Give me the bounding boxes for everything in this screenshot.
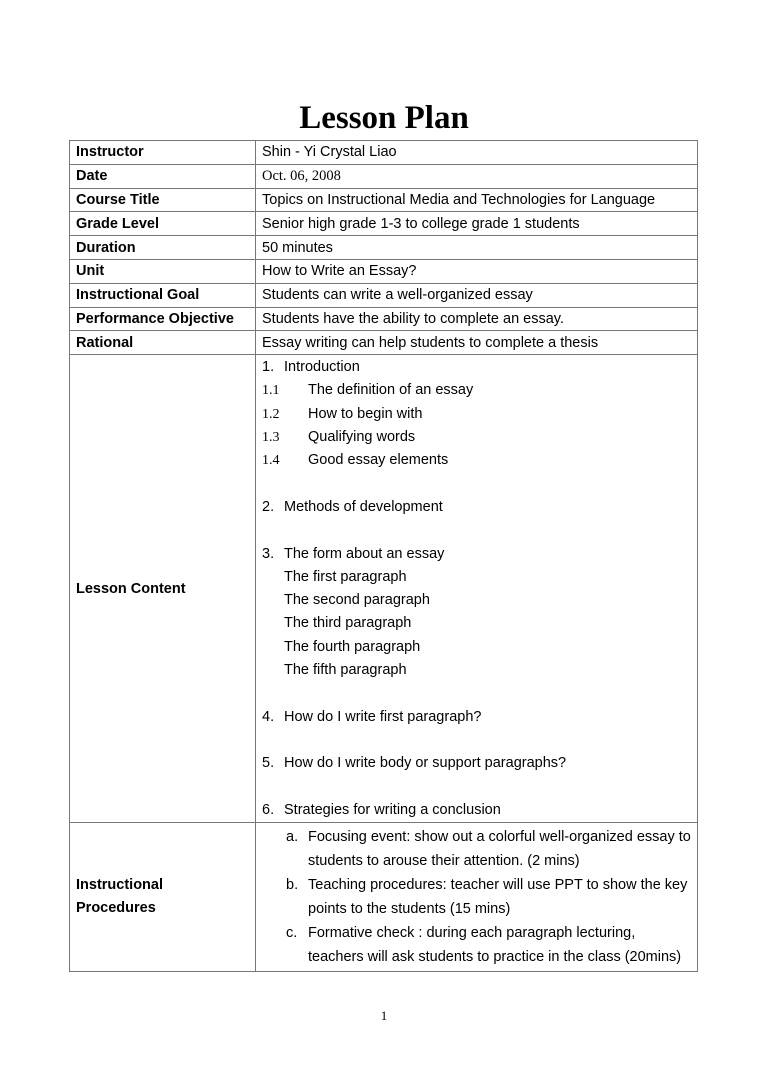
content-section: [262, 356, 691, 379]
row-value: Students have the ability to complete an essay.: [256, 307, 698, 331]
section-number: 4.: [262, 708, 275, 725]
procedure-item: [286, 825, 691, 873]
content-line: [262, 566, 691, 589]
row-value: Topics on Instructional Media and Technologies for Language: [256, 188, 698, 212]
content-line: [262, 636, 691, 659]
content-section: [262, 543, 691, 566]
row-instructional-goal: [70, 283, 698, 307]
line-text: The second paragraph: [284, 592, 430, 609]
subsection-text: The definition of an essay: [308, 382, 474, 399]
section-text: Methods of development: [284, 498, 443, 515]
subsection-number: 1.3: [262, 430, 280, 446]
row-value: Senior high grade 1-3 to college grade 1 students: [256, 212, 698, 236]
content-line: [262, 659, 691, 682]
section-number: 1.: [262, 359, 275, 376]
content-subsection: [262, 403, 691, 426]
section-text: Strategies for writing a conclusion: [284, 801, 501, 818]
row-value: How to Write an Essay?: [256, 259, 698, 283]
content-subsection: [262, 449, 691, 472]
row-unit: [70, 259, 698, 283]
row-instructional-procedures: [70, 823, 698, 972]
row-label: Duration: [70, 236, 256, 260]
section-text: Introduction: [284, 359, 360, 376]
row-value: Shin - Yi Crystal Liao: [256, 141, 698, 165]
subsection-text: Good essay elements: [308, 452, 449, 469]
procedure-item: [286, 873, 691, 921]
row-performance-objective: [70, 307, 698, 331]
label-line: Instructional: [76, 876, 164, 893]
page-number: 1: [380, 1008, 388, 1023]
section-text: How do I write first paragraph?: [284, 708, 482, 725]
content-section: [262, 799, 691, 822]
section-number: 5.: [262, 755, 275, 772]
row-lesson-content: [70, 355, 698, 823]
item-text: Teaching procedures: teacher will use PPT to show the key points to the students (15 mins): [308, 877, 688, 918]
item-text: Formative check : during each paragraph lecturing, teachers will ask students to practice in the class (20mins): [308, 925, 682, 966]
row-course-title: [70, 188, 698, 212]
row-label: Grade Level: [70, 212, 256, 236]
line-text: The fourth paragraph: [284, 638, 421, 655]
row-label: Instructor: [70, 141, 256, 165]
row-rational: [70, 331, 698, 355]
content-subsection: [262, 426, 691, 449]
lesson-content-list: [256, 355, 698, 823]
line-text: The third paragraph: [284, 615, 412, 632]
procedure-item: [286, 921, 691, 969]
content-line: [262, 589, 691, 612]
row-value: Students can write a well-organized essay: [256, 283, 698, 307]
content-section: [262, 496, 691, 519]
section-text: The form about an essay: [284, 545, 445, 562]
item-marker: a.: [286, 829, 299, 846]
subsection-number: 1.1: [262, 383, 280, 399]
row-instructor: [70, 141, 698, 165]
row-label: Course Title: [70, 188, 256, 212]
row-value: 50 minutes: [256, 236, 698, 260]
content-section: [262, 752, 691, 775]
row-grade-level: [70, 212, 698, 236]
item-marker: b.: [286, 877, 299, 894]
row-label: Date: [70, 164, 256, 188]
row-label: Rational: [70, 331, 256, 355]
row-value: Essay writing can help students to complete a thesis: [256, 331, 698, 355]
subsection-number: 1.2: [262, 406, 280, 422]
item-text: Focusing event: show out a colorful well-organized essay to students to arouse their attention. (2 mins): [308, 829, 691, 870]
document-title: Lesson Plan: [299, 100, 469, 136]
row-date: [70, 164, 698, 188]
line-text: The first paragraph: [284, 568, 407, 585]
row-label: Unit: [70, 259, 256, 283]
row-label: Lesson Content: [70, 355, 256, 823]
row-label: [70, 823, 256, 972]
subsection-text: How to begin with: [308, 405, 423, 422]
content-subsection: [262, 379, 691, 402]
section-number: 6.: [262, 801, 275, 818]
row-label: Performance Objective: [70, 307, 256, 331]
content-line: [262, 612, 691, 635]
row-duration: [70, 236, 698, 260]
procedures-list: [256, 823, 698, 972]
row-label: Instructional Goal: [70, 283, 256, 307]
lesson-plan-table: [69, 140, 698, 972]
section-text: How do I write body or support paragraphs?: [284, 755, 567, 772]
item-marker: c.: [286, 925, 298, 942]
section-number: 2.: [262, 498, 275, 515]
label-line: Procedures: [76, 900, 156, 917]
subsection-number: 1.4: [262, 453, 280, 469]
subsection-text: Qualifying words: [308, 429, 416, 446]
row-value: Oct. 06, 2008: [256, 164, 698, 188]
section-number: 3.: [262, 545, 275, 562]
content-section: [262, 706, 691, 729]
line-text: The fifth paragraph: [284, 662, 407, 679]
